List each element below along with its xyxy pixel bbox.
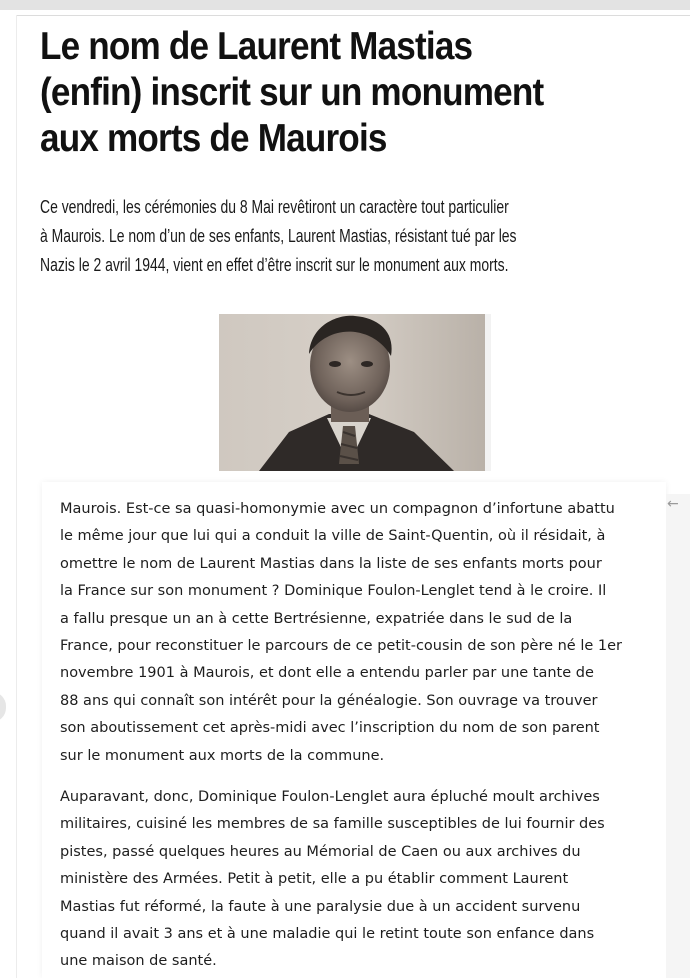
portrait-photo: [219, 314, 485, 471]
paragraph-line: 88 ans qui connaît son intérêt pour la généalogie. Son ouvrage va trouver: [60, 692, 598, 709]
paragraph-line: sur le monument aux morts de la commune.: [60, 747, 385, 764]
article-lead: [40, 193, 660, 280]
paragraph-line: Auparavant, donc, Dominique Foulon-Lenglet aura épluché moult archives: [60, 789, 600, 805]
article-title-line: aux morts de Maurois: [40, 117, 387, 160]
article-paragraph: [60, 784, 660, 976]
paragraph-line: omettre le nom de Laurent Mastias dans la liste de ses enfants morts pour: [60, 555, 602, 572]
paragraph-line: pistes, passé quelques heures au Mémorial de Caen ou aux archives du: [60, 843, 581, 860]
photo-edge: [485, 314, 491, 471]
paragraph-line: militaires, cuisiné les membres de sa famille susceptibles de lui fournir des: [60, 816, 605, 833]
paragraph-line: le même jour que lui qui a conduit la ville de Saint-Quentin, où il résidait, à: [60, 528, 606, 545]
carousel-handle[interactable]: [0, 692, 6, 722]
side-panel-strip: [666, 494, 690, 978]
article-lead-line: Nazis le 2 avril 1944, vient en effet d’être inscrit sur le monument aux morts.: [40, 255, 509, 275]
back-arrow-icon[interactable]: ←: [667, 496, 679, 512]
page-top-rule: [16, 15, 690, 16]
paragraph-line: son aboutissement cet après-midi avec l’inscription du nom de son parent: [60, 720, 600, 737]
article-lead-line: Ce vendredi, les cérémonies du 8 Mai revêtiront un caractère tout particulier: [40, 197, 509, 217]
article-title-line: Le nom de Laurent Mastias: [40, 25, 473, 68]
page-left-rule: [16, 15, 17, 978]
article-paragraph: [60, 496, 660, 770]
paragraph-line: ministère des Armées. Petit à petit, elle a pu établir comment Laurent: [60, 871, 569, 888]
paragraph-line: Maurois. Est-ce sa quasi-homonymie avec un compagnon d’infortune abattu: [60, 501, 615, 517]
portrait-photo-graphic: [219, 314, 485, 471]
paragraph-line: novembre 1901 à Maurois, et dont elle a entendu parler par une tante de: [60, 665, 594, 682]
article-title: [40, 24, 680, 162]
paragraph-line: France, pour reconstituer le parcours de ce petit-cousin de son père né le 1er: [60, 638, 623, 655]
article-lead-line: à Maurois. Le nom d’un de ses enfants, Laurent Mastias, résistant tué par les: [40, 226, 517, 246]
paragraph-line: une maison de santé.: [60, 953, 217, 970]
browser-top-bar: [0, 0, 690, 10]
paragraph-line: Mastias fut réformé, la faute à une paralysie due à un accident survenu: [60, 898, 581, 915]
paragraph-line: a fallu presque un an à cette Bertrésienne, expatriée dans le sud de la: [60, 610, 573, 627]
article-title-line: (enfin) inscrit sur un monument: [40, 71, 544, 114]
paragraph-line: quand il avait 3 ans et à une maladie qui le retint toute son enfance dans: [60, 926, 595, 943]
paragraph-line: la France sur son monument ? Dominique Foulon-Lenglet tend à le croire. Il: [60, 583, 607, 600]
